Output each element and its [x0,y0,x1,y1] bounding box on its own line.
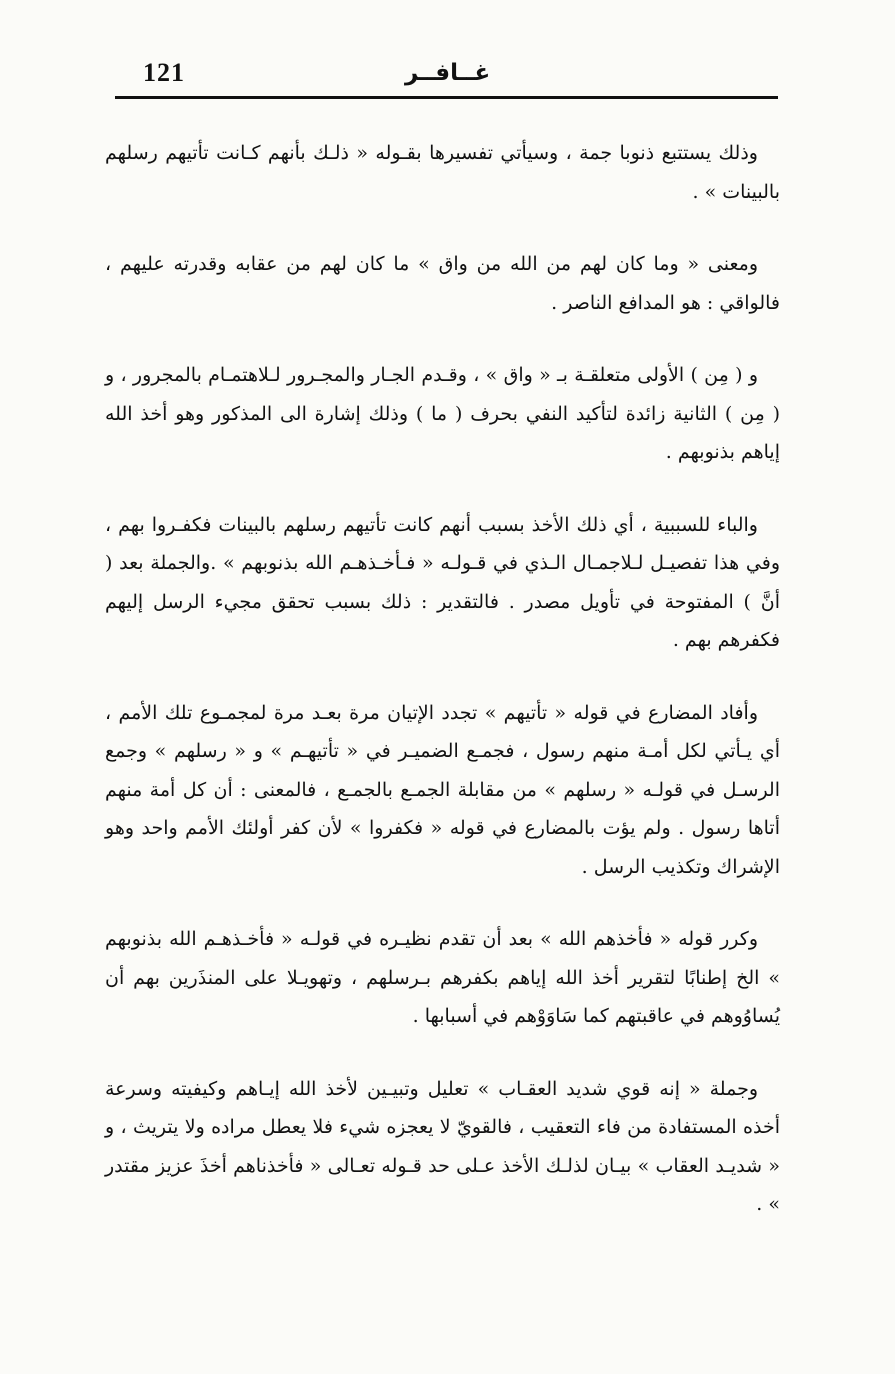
paragraph-7: وجملة « إنه قوي شديد العقـاب » تعليل وتبيـين لأخذ الله إيـاهم وكيفيته وسرعة أخذه المستفادة من فاء التعقيب ، فالقويّ لا يعجزه شيء فلا يعطل مراده ولا يتريث ، و « شديـد العقاب » بيـان لذلـك الأخذ عـلى حد قـوله تعـالى « فأخذناهم أخذَ عزيز مقتدر » . [105,1077,780,1215]
paragraph-4: والباء للسببية ، أي ذلك الأخذ بسبب أنهم كانت تأتيهم رسلهم بالبينات فكفـروا بهم ، وفي هذا تفصيـل لـلاجمـال الـذي في قـولـه « فـأخـذهـم الله بذنوبهم » .والجملة بعد ( أنَّ ) المفتوحة في تأويل مصدر . فالتقدير : ذلك بسبب تحقق مجيء الرسل إليهم فكفرهم بهم . [105,513,780,651]
paragraph-5: وأفاد المضارع في قوله « تأتيهم » تجدد الإتيان مرة بعـد مرة لمجمـوع تلك الأمم ، أي يـأتي لكل أمـة منهم رسول ، فجمـع الضميـر في « تأتيهـم » و « رسلهم » وجمع الرسـل في قولـه « رسلهم » من مقابلة الجمـع بالجمـع ، فالمعنى : أن كل أمة منهم أتاها رسول . ولم يؤت بالمضارع في قوله « فكفروا » لأن كفر أولئك الأمم واحد وهو الإشراك وتكذيب الرسل . [105,701,780,878]
page-body [105,134,780,1224]
running-title: غــافــر [405,60,491,86]
paragraph-6: وكرر قوله « فأخذهم الله » بعد أن تقدم نظيـره في قولـه « فأخـذهـم الله بذنوبهم » الخ إطنابًا لتقرير أخذ الله إياهم بكفرهم بـرسلهم ، وتهويـلا على المنذَرين بهم أن يُساوُوهم في عاقبتهم كما سَاوَوْهم في أسبابها . [105,928,780,1027]
paragraph-3: و ( مِن ) الأولى متعلقـة بـ « واق » ، وقـدم الجـار والمجـرور لـلاهتمـام بالمجرور ، و ( مِن ) الثانية زائدة لتأكيد النفي بحرف ( ما ) وذلك إشارة الى المذكور وهو أخذ الله إياهم بذنوبهم . [105,364,780,463]
page-number: 121 [143,58,185,87]
paragraph-2: ومعنى « وما كان لهم من الله من واق » ما كان لهم من عقابه وقدرته عليهم ، فالواقي : هو المدافع الناصر . [105,253,780,314]
header-rule [115,96,778,99]
paragraph-1: وذلك يستتبع ذنوبا جمة ، وسيأتي تفسيرها بقـوله « ذلـك بأنهم كـانت تأتيهم رسلهم بالبينات » . [105,142,780,203]
page-header [115,50,778,100]
